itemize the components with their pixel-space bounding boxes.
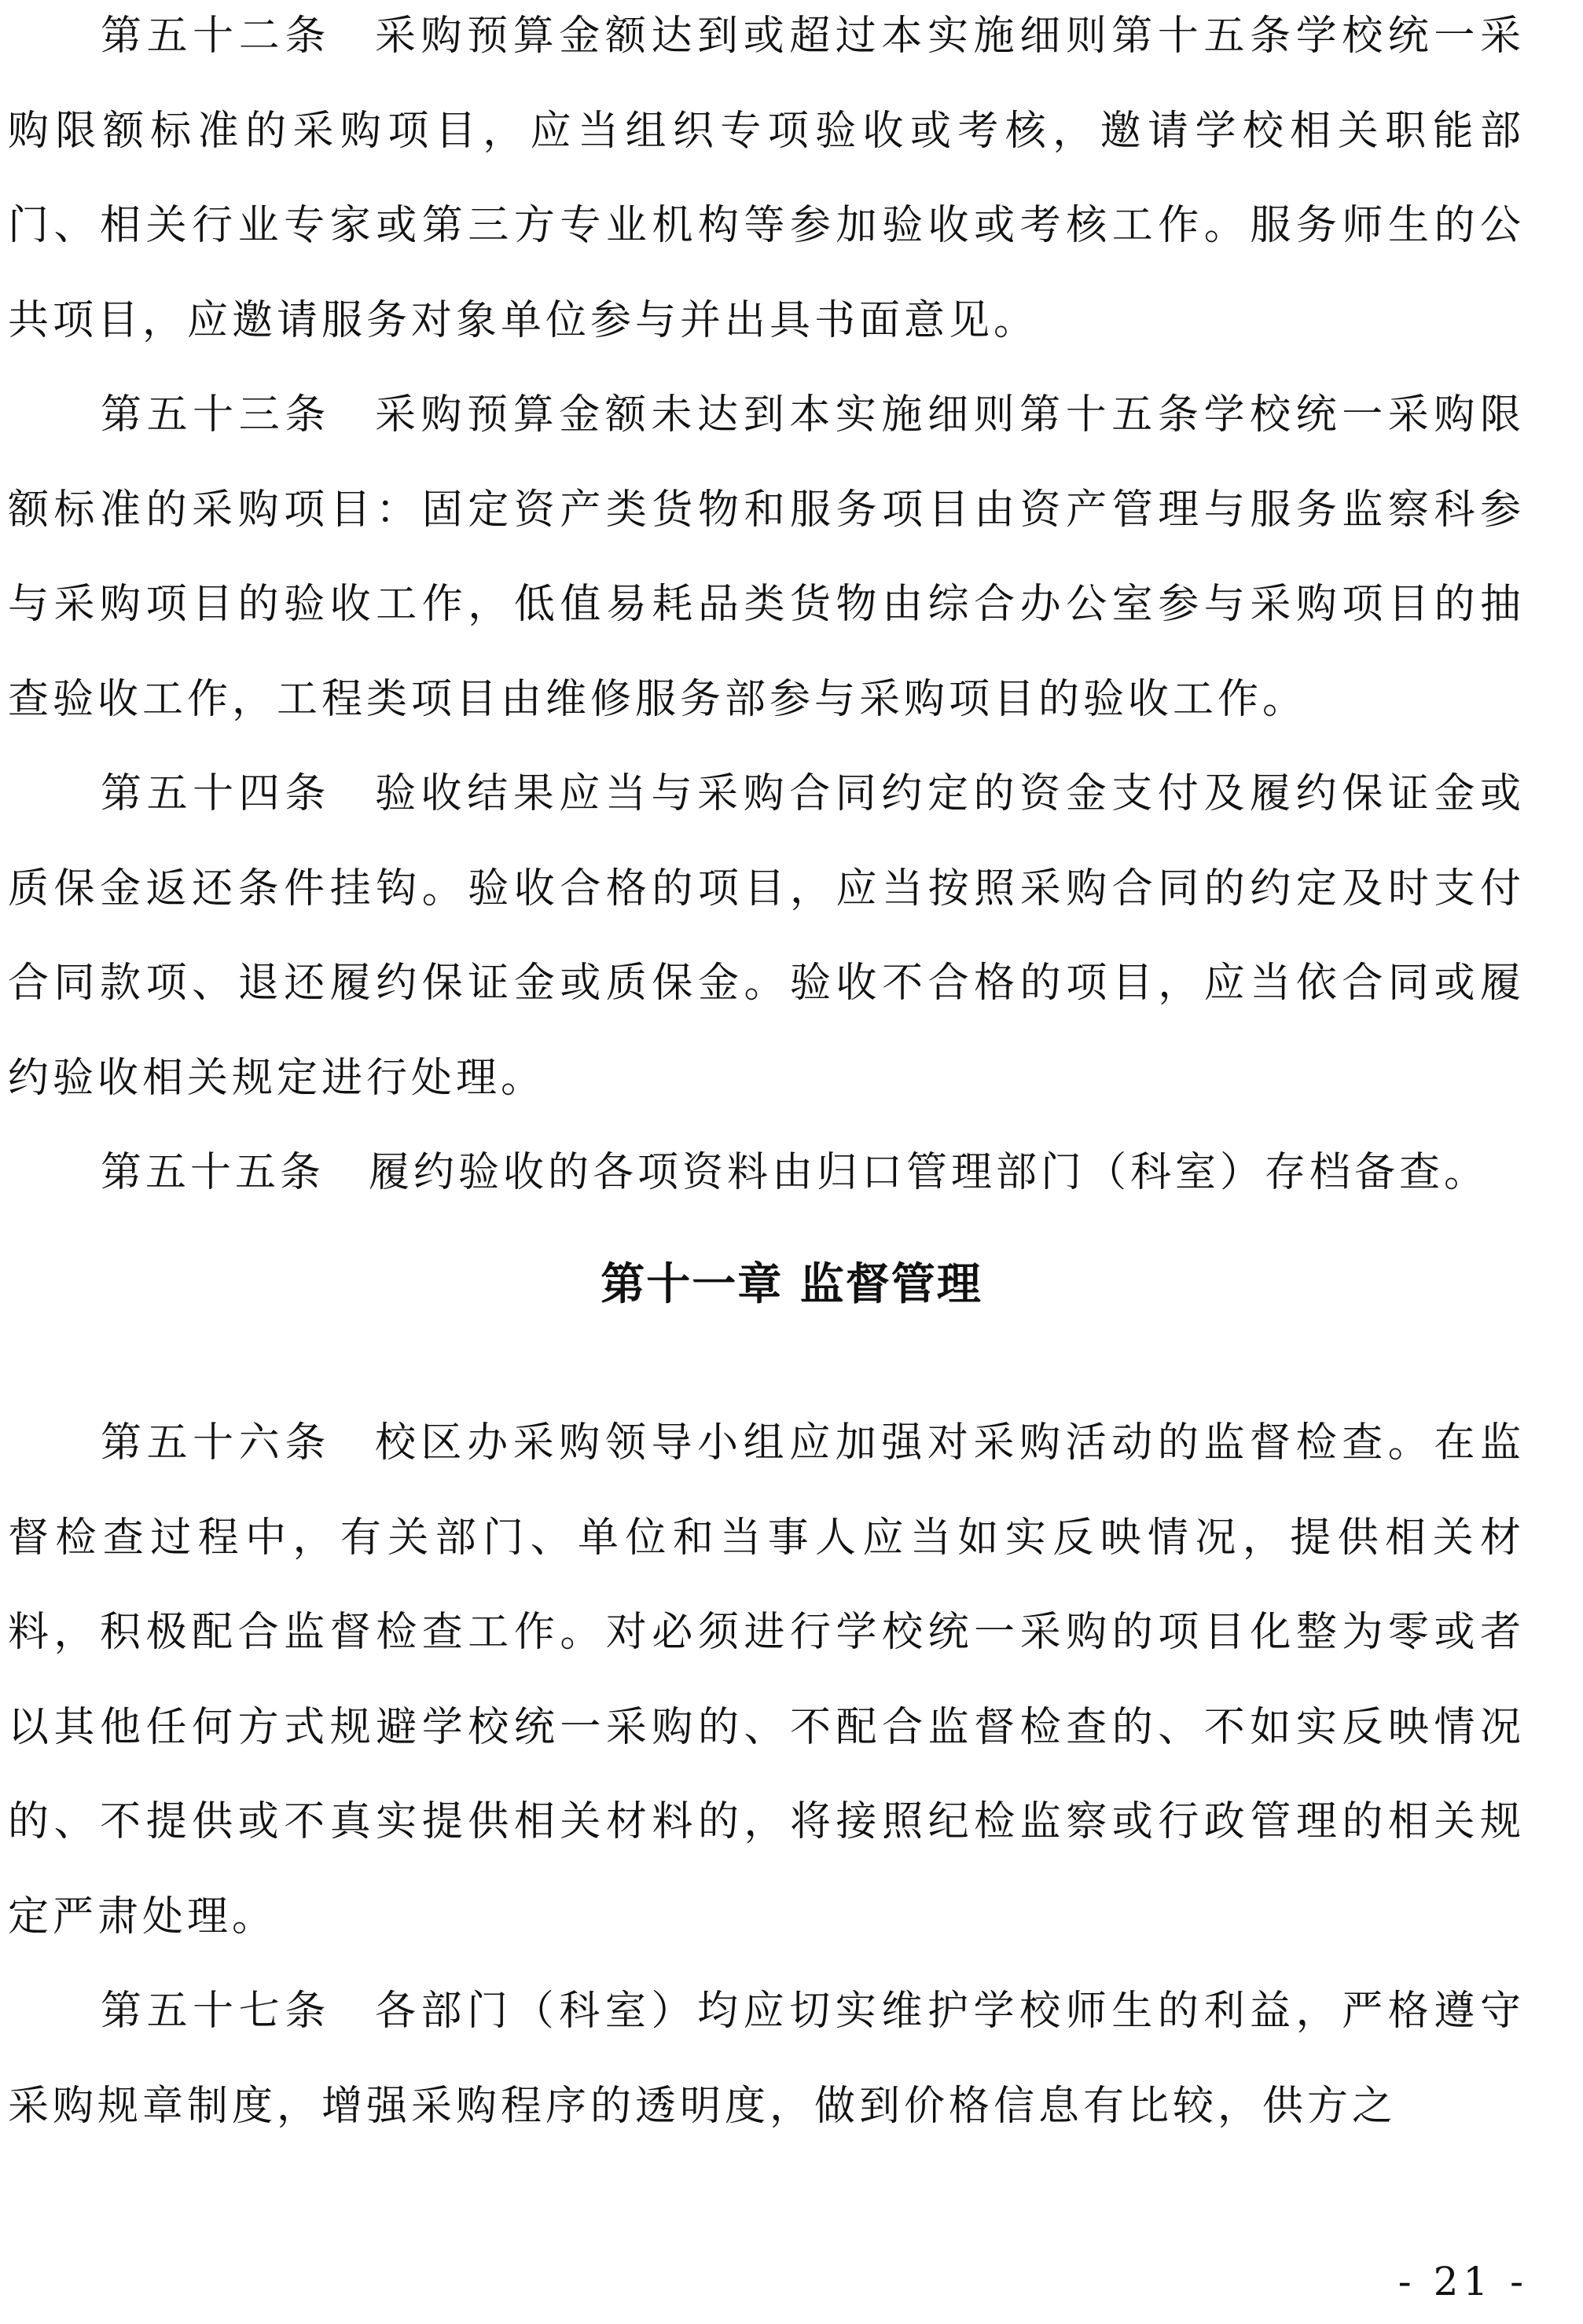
article-54-label: 第五十四条 [101,770,331,817]
article-53-label: 第五十三条 [101,391,331,439]
articles-section-after [8,1396,1525,2153]
article-53-text: 采购预算金额未达到本实施细则第十五条学校统一采购限额标准的采购项目：固定资产类货物和服务项目由资产管理与服务监察科参与采购项目的验收工作，低值易耗品类货物由综合办公室参与采购项目的抽查验收工作，工程类项目由维修服务部参与采购项目的验收工作。 [8,391,1525,723]
articles-section-before [8,0,1525,1221]
article-52-text: 采购预算金额达到或超过本实施细则第十五条学校统一采购限额标准的采购项目，应当组织专项验收或考核，邀请学校相关职能部门、相关行业专家或第三方专业机构等参加验收或考核工作。服务师生的公共项目，应邀请服务对象单位参与并出具书面意见。 [8,13,1525,344]
article-57 [8,1964,1525,2153]
article-56-text: 校区办采购领导小组应加强对采购活动的监督检查。在监督检查过程中，有关部门、单位和当事人应当如实反映情况，提供相关材料，积极配合监督检查工作。对必须进行学校统一采购的项目化整为零或者以其他任何方式规避学校统一采购的、不配合监督检查的、不如实反映情况的、不提供或不真实提供相关材料的，将接照纪检监察或行政管理的相关规定严肃处理。 [8,1419,1525,1940]
article-54-text: 验收结果应当与采购合同约定的资金支付及履约保证金或质保金返还条件挂钩。验收合格的项目，应当按照采购合同的约定及时支付合同款项、退还履约保证金或质保金。验收不合格的项目，应当依合同或履约验收相关规定进行处理。 [8,770,1525,1102]
article-55-label: 第五十五条 [101,1149,325,1196]
article-55 [8,1125,1525,1221]
page-number: - 21 - [1398,2259,1528,2304]
chapter-heading: 第十一章 监督管理 [601,1259,982,1310]
article-53 [8,368,1525,747]
article-56 [8,1396,1525,1964]
article-52 [8,0,1525,368]
article-55-text: 履约验收的各项资料由归口管理部门（科室）存档备查。 [369,1149,1489,1196]
article-52-label: 第五十二条 [101,13,331,60]
article-54 [8,747,1525,1125]
article-57-label: 第五十七条 [101,1988,331,2035]
article-57-text: 各部门（科室）均应切实维护学校师生的利益，严格遵守采购规章制度，增强采购程序的透明度，做到价格信息有比较，供方之 [8,1988,1525,2130]
article-56-label: 第五十六条 [101,1419,331,1467]
